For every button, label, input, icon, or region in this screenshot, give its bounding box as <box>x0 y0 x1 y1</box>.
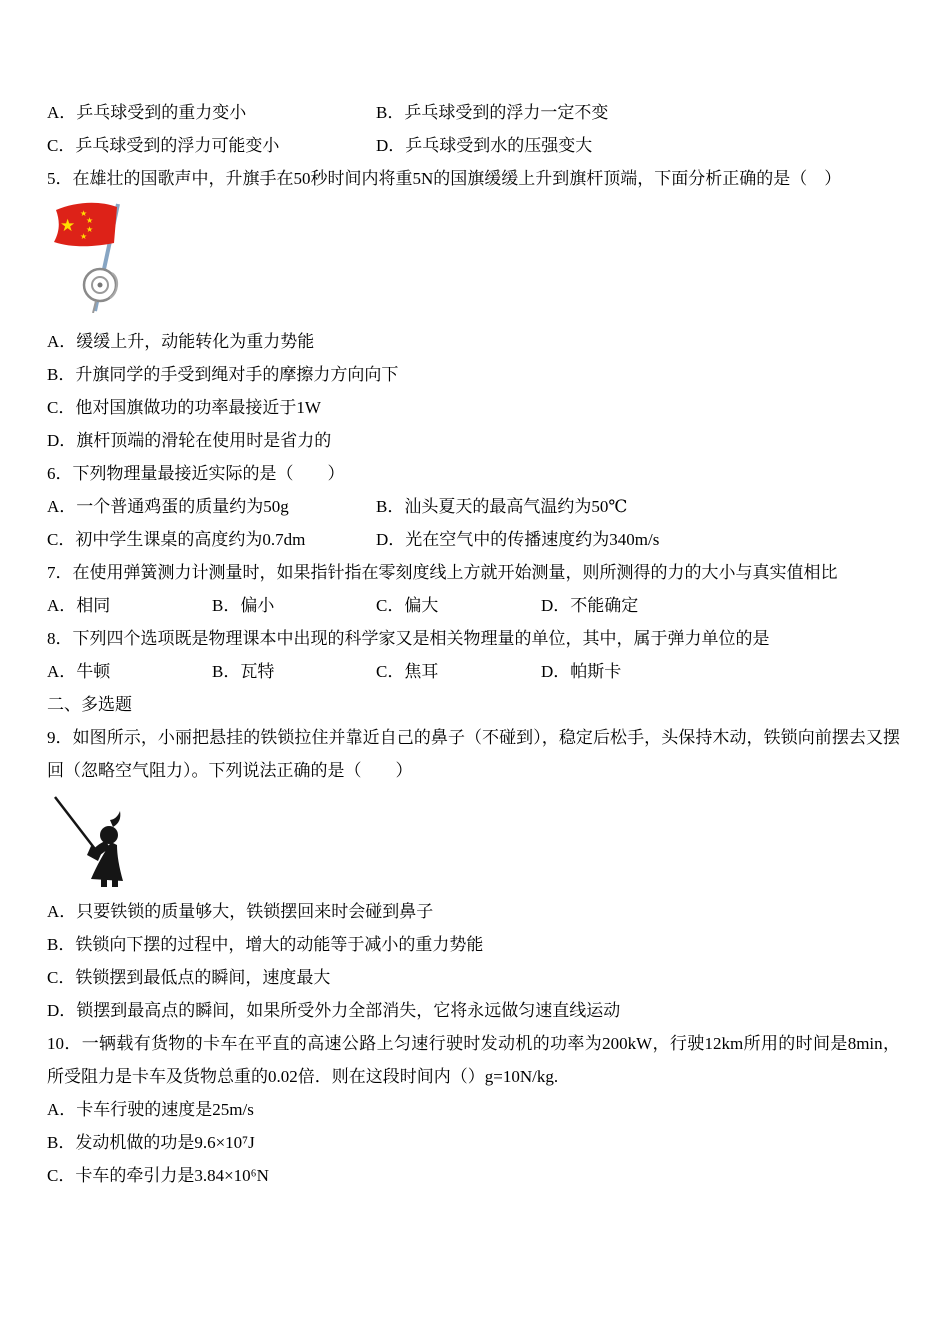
q4-option-b: B．乒乓球受到的浮力一定不变 <box>376 103 609 122</box>
flag-small-star: ★ <box>86 225 94 234</box>
q7-option-d: D．不能确定 <box>541 596 639 615</box>
q6-option-d: D．光在空气中的传播速度约为340m/s <box>376 530 660 549</box>
q7-stem: 7．在使用弹簧测力计测量时，如果指针指在零刻度线上方就开始测量，则所测得的力的大小与真实值相比 <box>47 563 838 582</box>
q8-option-b: B．瓦特 <box>212 662 275 681</box>
q7-option-b: B．偏小 <box>212 596 275 615</box>
pendulum-rope <box>55 797 95 849</box>
flag-with-pulley-icon <box>49 201 139 313</box>
q10-option-a: A．卡车行驶的速度是25m/s <box>47 1100 254 1119</box>
pendulum-figure <box>49 795 900 887</box>
flag-small-star: ★ <box>80 232 88 241</box>
person-leg <box>112 880 118 887</box>
q6-stem: 6．下列物理量最接近实际的是（ ） <box>47 464 345 483</box>
q4-options-row-2 <box>47 129 900 162</box>
q8-option-c: C．焦耳 <box>376 662 439 681</box>
section-2-header: 二、多选题 <box>47 695 132 714</box>
flag-figure <box>49 201 900 313</box>
q8-options-row <box>47 655 900 688</box>
flag-large-star: ★ <box>60 216 76 235</box>
q7-option-c: C．偏大 <box>376 596 439 615</box>
q10-stem: 10．一辆载有货物的卡车在平直的高速公路上匀速行驶时发动机的功率为200kW，行驶12km所用的时间是8min，所受阻力是卡车及货物总重的0.02倍．则在这段时间内（）g=10N/kg. <box>47 1034 900 1086</box>
q6-option-c: C．初中学生课桌的高度约为0.7dm <box>47 530 306 549</box>
q6-options-row-2 <box>47 523 900 556</box>
person-leg <box>101 879 107 887</box>
q7-options-row <box>47 589 900 622</box>
q5-stem: 5．在雄壮的国歌声中，升旗手在50秒时间内将重5N的国旗缓缓上升到旗杆顶端，下面分析正确的是（ ） <box>47 169 842 188</box>
q10-option-c: C．卡车的牵引力是3.84×10⁶N <box>47 1166 269 1185</box>
q9-option-a: A．只要铁锁的质量够大，铁锁摆回来时会碰到鼻子 <box>47 902 434 921</box>
q8-option-a: A．牛顿 <box>47 662 111 681</box>
q8-stem: 8．下列四个选项既是物理课本中出现的科学家又是相关物理量的单位，其中，属于弹力单位的是 <box>47 629 770 648</box>
q4-option-d: D．乒乓球受到水的压强变大 <box>376 136 593 155</box>
q9-stem: 9．如图所示，小丽把悬挂的铁锁拉住并靠近自己的鼻子（不碰到），稳定后松手，头保持木动，铁锁向前摆去又摆回（忽略空气阻力）。下列说法正确的是（ ） <box>47 728 900 780</box>
q5-option-d: D．旗杆顶端的滑轮在使用时是省力的 <box>47 431 332 450</box>
q6-option-b: B．汕头夏天的最高气温约为50℃ <box>376 497 628 516</box>
q9-option-c: C．铁锁摆到最低点的瞬间，速度最大 <box>47 968 331 987</box>
flag-small-star: ★ <box>86 216 94 225</box>
q5-option-c: C．他对国旗做功的功率最接近于1W <box>47 398 321 417</box>
girl-pendulum-icon <box>49 795 154 887</box>
q8-option-d: D．帕斯卡 <box>541 662 622 681</box>
q9-option-d: D．锁摆到最高点的瞬间，如果所受外力全部消失，它将永远做匀速直线运动 <box>47 1001 621 1020</box>
q5-option-a: A．缓缓上升，动能转化为重力势能 <box>47 332 315 351</box>
q4-options-row-1 <box>47 96 900 129</box>
q5-option-b: B．升旗同学的手受到绳对手的摩擦力方向向下 <box>47 365 399 384</box>
q10-option-b: B．发动机做的功是9.6×10⁷J <box>47 1133 255 1152</box>
flag-small-star: ★ <box>80 209 88 218</box>
q7-option-a: A．相同 <box>47 596 111 615</box>
q4-option-a: A．乒乓球受到的重力变小 <box>47 103 247 122</box>
q6-options-row-1 <box>47 490 900 523</box>
q9-option-b: B．铁锁向下摆的过程中，增大的动能等于减小的重力势能 <box>47 935 484 954</box>
q6-option-a: A．一个普通鸡蛋的质量约为50g <box>47 497 289 516</box>
pulley-axle <box>98 283 103 288</box>
q4-option-c: C．乒乓球受到的浮力可能变小 <box>47 136 280 155</box>
person-head <box>100 826 118 844</box>
person-hair <box>110 811 120 827</box>
